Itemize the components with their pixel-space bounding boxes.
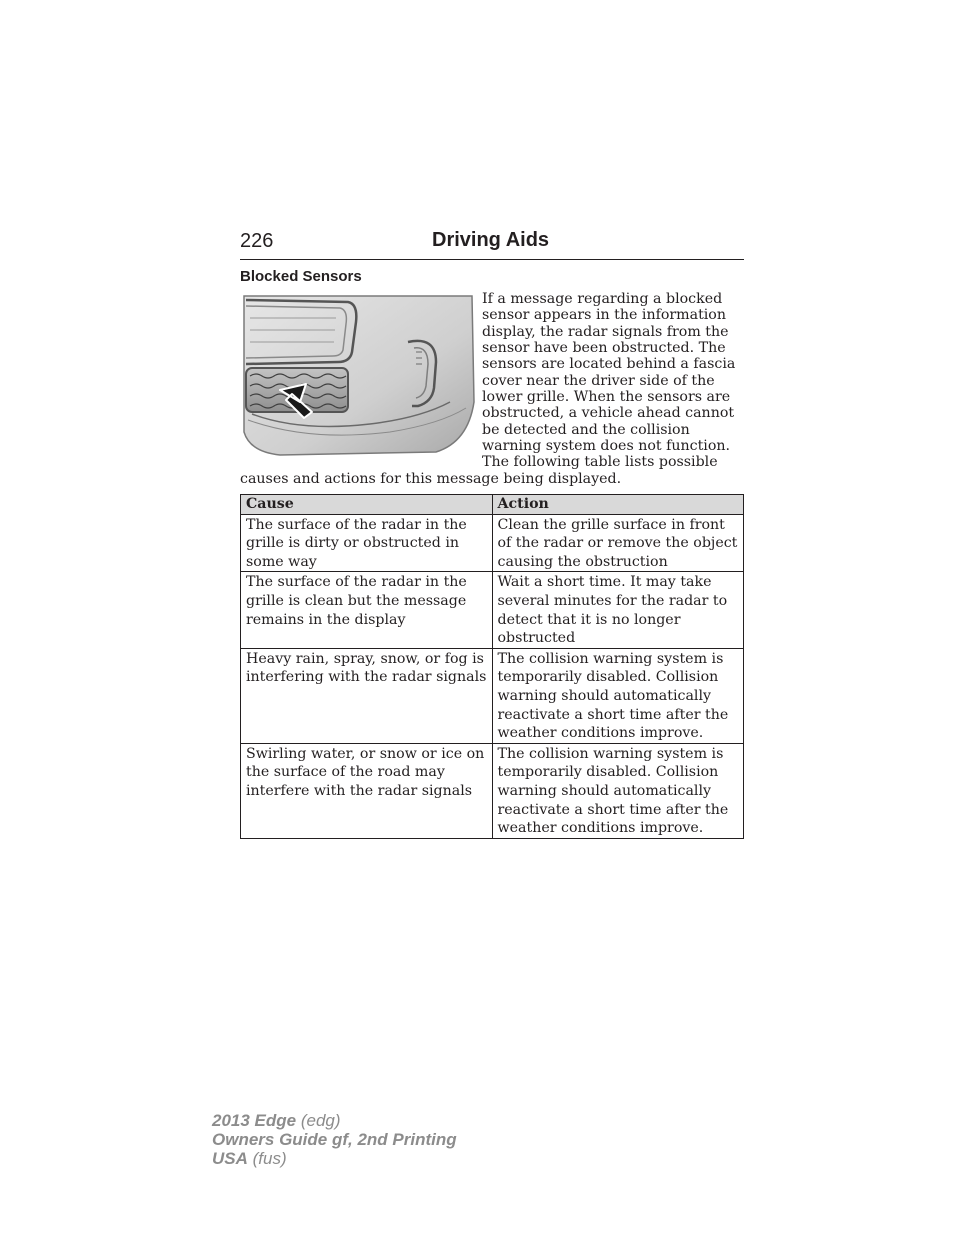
action-cell: Wait a short time. It may take several minutes for the radar to detect that it is no longer obstructed	[492, 572, 744, 648]
cause-cell: The surface of the radar in the grille is dirty or obstructed in some way	[241, 514, 493, 572]
page-number: 226	[240, 230, 274, 252]
cause-cell: Swirling water, or snow or ice on the surface of the road may interfere with the radar signals	[241, 743, 493, 838]
table-row	[241, 514, 744, 572]
figure-spacer	[240, 291, 482, 469]
section-title: Blocked Sensors	[240, 268, 362, 285]
intro-paragraph	[240, 291, 744, 487]
intro-paragraph-text: If a message regarding a blocked sensor appears in the information display, the radar signals from the sensor have been obstructed. The sensors are located behind a fascia cover near the driver side of the lower grille. When the sensors are obstructed, a vehicle ahead cannot be detected and the collision warning system does not function. The following table lists possible causes and actions for this message being displayed.	[240, 291, 736, 487]
column-header-action: Action	[492, 495, 744, 515]
table-row	[241, 572, 744, 648]
table-row	[241, 743, 744, 838]
cause-cell: The surface of the radar in the grille is clean but the message remains in the display	[241, 572, 493, 648]
document-footer	[212, 1111, 457, 1168]
action-cell: The collision warning system is temporarily disabled. Collision warning should automatically reactivate a short time after the weather conditions improve.	[492, 743, 744, 838]
chapter-title: Driving Aids	[432, 229, 550, 251]
action-cell: The collision warning system is temporarily disabled. Collision warning should automatically reactivate a short time after the weather conditions improve.	[492, 648, 744, 743]
table-header-row	[241, 495, 744, 515]
footer-line-model: 2013 Edge (edg)	[212, 1111, 341, 1130]
footer-line-market: USA (fus)	[212, 1149, 287, 1168]
footer-line-guide: Owners Guide gf, 2nd Printing	[212, 1130, 457, 1149]
causes-actions-table	[240, 494, 744, 839]
column-header-cause: Cause	[241, 495, 493, 515]
cause-cell: Heavy rain, spray, snow, or fog is interfering with the radar signals	[241, 648, 493, 743]
page-header	[240, 228, 744, 260]
table-row	[241, 648, 744, 743]
action-cell: Clean the grille surface in front of the radar or remove the object causing the obstruction	[492, 514, 744, 572]
